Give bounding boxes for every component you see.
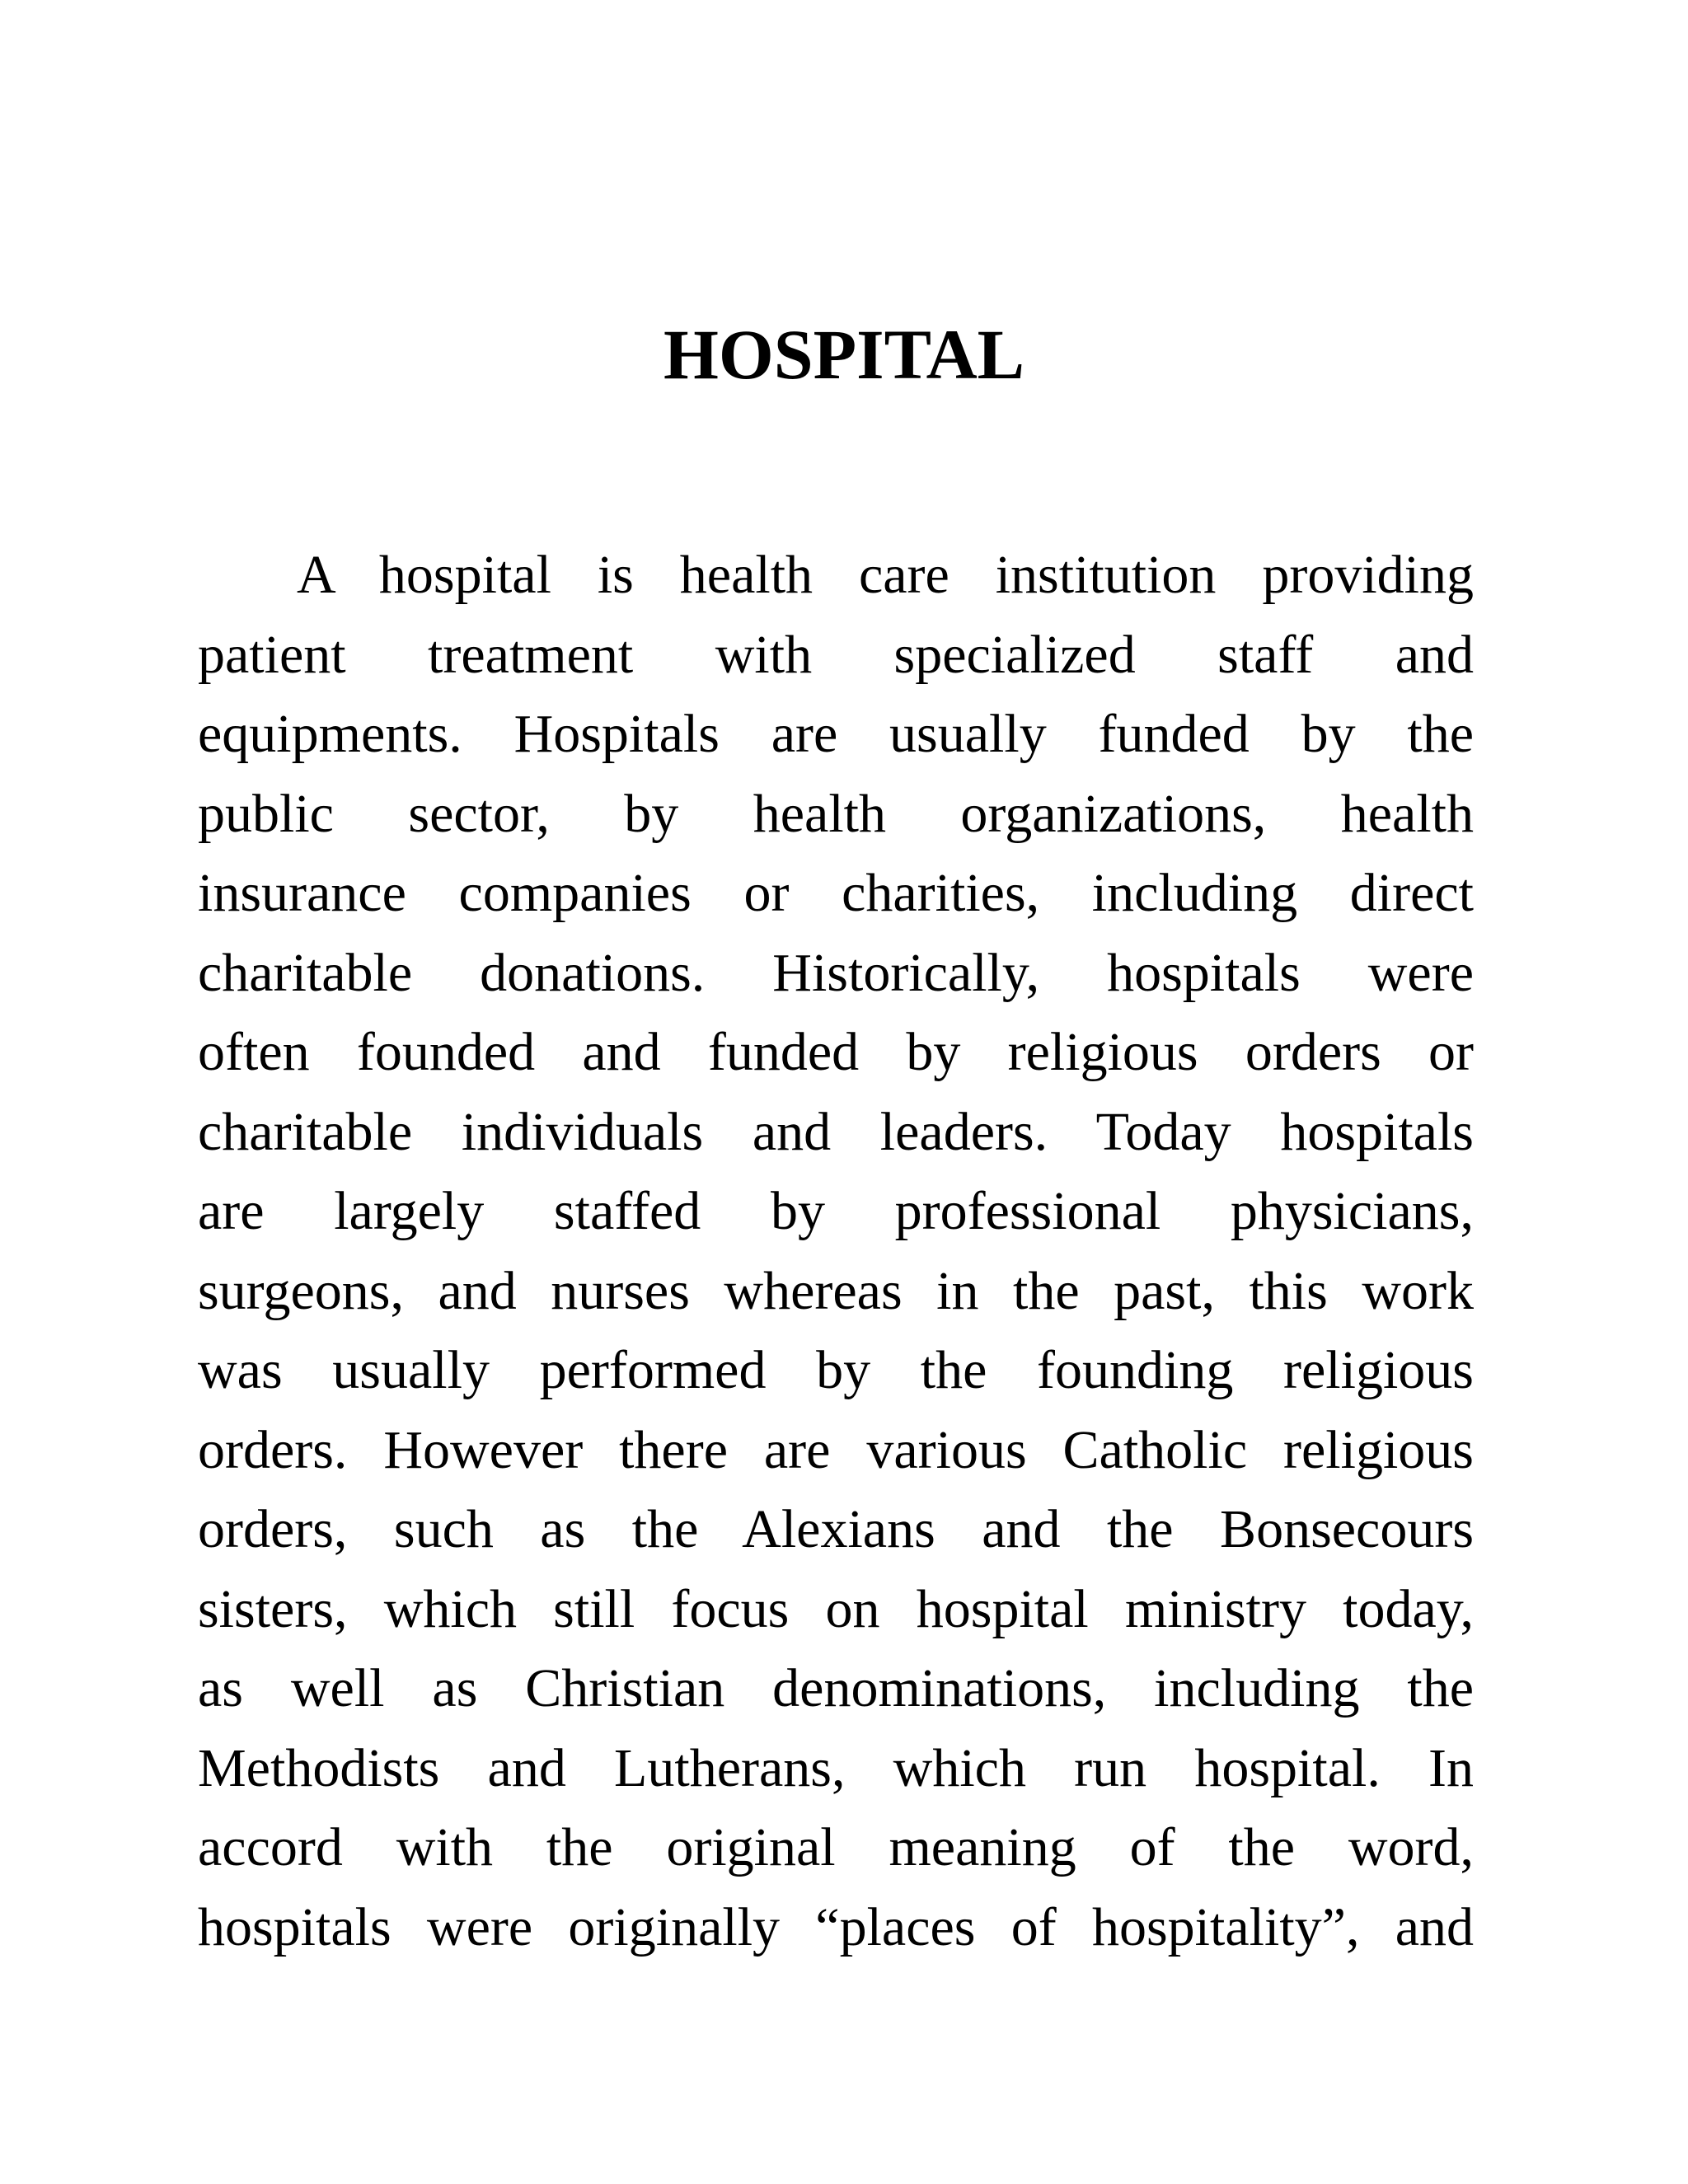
paragraph-line: A hospital is health care institution providing [297, 545, 1474, 605]
paragraph-line: sisters, which still focus on hospital ministry today, [198, 1578, 1474, 1639]
paragraph-line: equipments. Hospitals are usually funded by the [198, 704, 1474, 764]
paragraph-line: often founded and funded by religious orders or [198, 1022, 1474, 1082]
paragraph-line: charitable individuals and leaders. Today hospitals [198, 1101, 1474, 1162]
page-title: HOSPITAL [663, 315, 1025, 394]
paragraph-line: hospitals were originally “places of hospitality”, and [198, 1896, 1474, 1957]
paragraph-line: are largely staffed by professional physicians, [198, 1181, 1474, 1241]
paragraph-line: insurance companies or charities, including direct [198, 863, 1474, 923]
paragraph-line: charitable donations. Historically, hospitals were [198, 942, 1474, 1003]
body-paragraph [198, 536, 1474, 1967]
paragraph-line: accord with the original meaning of the word, [198, 1817, 1474, 1877]
paragraph-line: surgeons, and nurses whereas in the past, this work [198, 1260, 1474, 1321]
paragraph-line: patient treatment with specialized staff and [198, 624, 1474, 685]
paragraph-line: Methodists and Lutherans, which run hospital. In [198, 1737, 1474, 1798]
paragraph-line: as well as Christian denominations, including the [198, 1658, 1474, 1718]
paragraph-line: public sector, by health organizations, health [198, 783, 1474, 844]
paragraph-line: was usually performed by the founding religious [198, 1340, 1474, 1400]
paragraph-line: orders, such as the Alexians and the Bonsecours [198, 1499, 1474, 1559]
paragraph-line: orders. However there are various Catholic religious [198, 1419, 1474, 1480]
